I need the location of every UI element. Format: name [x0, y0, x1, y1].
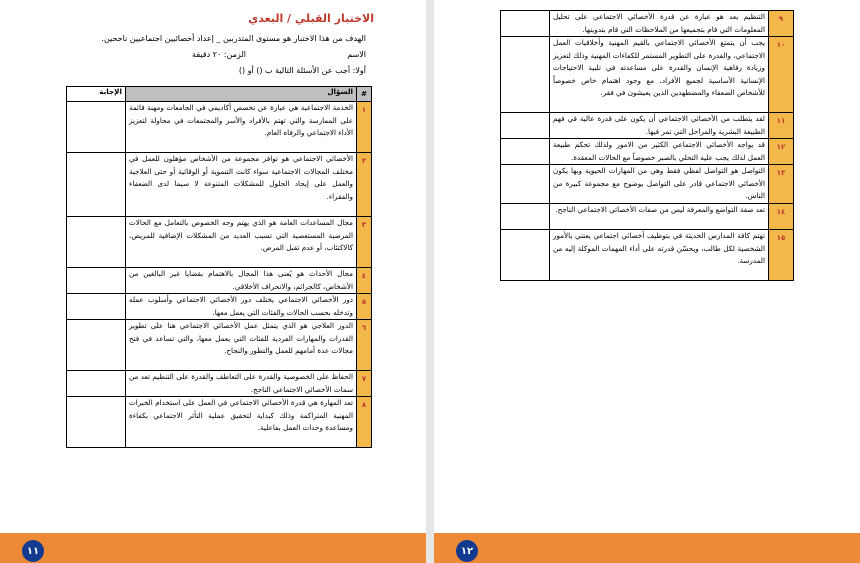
answer-cell[interactable] — [501, 37, 550, 113]
question-text: الخدمة الاجتماعية هي عبارة عن تخصص أكاديمي في الجامعات ومهنة قائمة على الممارسة والتي تهتم بالأفراد والأسر والمجتمعات في محاولة لتعزيز الأداء الاجتماعي والرفاه العام. — [126, 102, 357, 153]
table-row — [67, 397, 372, 448]
question-number: ١٤ — [769, 204, 794, 230]
table-row — [501, 139, 794, 165]
questions-table — [500, 10, 794, 281]
table-row — [67, 294, 372, 320]
table-row — [501, 11, 794, 37]
question-number: ١٣ — [769, 165, 794, 204]
answer-cell[interactable] — [67, 294, 126, 320]
question-number: ٦ — [357, 320, 372, 371]
answer-cell[interactable] — [501, 113, 550, 139]
question-number: ١٥ — [769, 230, 794, 281]
question-number: ٨ — [357, 397, 372, 448]
table-row — [67, 217, 372, 268]
question-text: الأخصائي الاجتماعي هو توافر مجموعة من الأشخاص مؤهلون للعمل في مختلف المجالات الاجتماعية سواء كانت التنموية أو الوقائية أو حتى العلاجية والعمل على إيجاد الحلول للمشكلات المتنوعة لا سيما لدى الضعفاء والفقراء. — [126, 153, 357, 217]
answer-cell[interactable] — [67, 153, 126, 217]
table-row — [67, 102, 372, 153]
table-row — [501, 204, 794, 230]
instruction: أولا: أجب عن الأسئلة التالية ب () أو () — [238, 66, 366, 75]
page-gutter — [426, 0, 434, 563]
question-number: ١ — [357, 102, 372, 153]
time-label: الزمن: ٢٠ دقيقة — [192, 50, 246, 59]
question-text: مجال المساعدات العامة هو الذي يهتم وجه الخصوص بالتعامل مع الحالات المرضية المستعصية التي تسبب العديد من المشكلات الإضافية للمريض، كالاكتئاب، أو عدم تقبل المرض. — [126, 217, 357, 268]
page-number-badge: ١٢ — [456, 540, 478, 562]
question-text: مجال الأحداث هو يُعنى هذا المجال بالاهتمام بقضايا غير البالغين من الأشخاص، كالجرائم، والانحراف الأخلاقي. — [126, 268, 357, 294]
table-row — [67, 153, 372, 217]
answer-cell[interactable] — [501, 204, 550, 230]
answer-cell[interactable] — [67, 320, 126, 371]
question-number: ٧ — [357, 371, 372, 397]
header-num: # — [357, 87, 372, 102]
table-row — [501, 165, 794, 204]
question-text: دور الأخصائي الاجتماعي يختلف دور الأخصائي الاجتماعي وأسلوب عمله وتدخله بحسب الحالات والفئات التي يعمل معها. — [126, 294, 357, 320]
page-left — [0, 0, 426, 563]
table-row — [67, 371, 372, 397]
question-text: تهتم كافة المدارس الحديثة في بتوظيف أخصائي اجتماعي يعتني بالأمور الشخصية لكل طالب، ويحسّن قدرته على أداء المهمات الموكلة إليه من المدرسة. — [550, 230, 769, 281]
question-number: ٩ — [769, 11, 794, 37]
question-number: ٣ — [357, 217, 372, 268]
table-row — [67, 320, 372, 371]
question-number: ٥ — [357, 294, 372, 320]
goal-line: الهدف من هذا الاختبار هو مستوى المتدربين _ إعداد أخصائيين اجتماعيين ناجحين. — [101, 34, 366, 43]
question-text: الدور العلاجي هو الذي يتمثل عمل الأخصائي الاجتماعي هنا على تطوير القدرات والمهارات الفردية للفئات التي يعمل معها، والتي تساعد في فتح مجالات عدة أمامهم للعمل والتطور والنجاح. — [126, 320, 357, 371]
table-row — [501, 113, 794, 139]
name-label: الاسم — [347, 50, 366, 59]
header-question: السؤال — [126, 87, 357, 102]
table-row — [501, 37, 794, 113]
answer-cell[interactable] — [501, 11, 550, 37]
answer-cell[interactable] — [501, 139, 550, 165]
table-row — [501, 230, 794, 281]
question-text: الحفاظ على الخصوصية والقدرة على التعاطف والقدرة على التنظيم تعد من سمات الأخصائي الاجتماعي الناجح. — [126, 371, 357, 397]
question-number: ٢ — [357, 153, 372, 217]
question-text: تعد المهارة هي قدرة الأخصائي الاجتماعي في العمل على استخدام الخبرات المهنية المتراكمة وذلك كبداية لتحقيق عملية التأثر الاجتماعي بكفاءة ومساعدة وحدات العمل بفاعلية. — [126, 397, 357, 448]
question-text: التواصل هو التواصل لفظي فقط وهي من المهارات الحيوية وبها يكون الأخصائي الاجتماعي قادر على التواصل بوضوح مع مجموعة كبيرة من الناس. — [550, 165, 769, 204]
answer-cell[interactable] — [67, 268, 126, 294]
answer-cell[interactable] — [501, 165, 550, 204]
page-number-badge: ١١ — [22, 540, 44, 562]
question-number: ١٢ — [769, 139, 794, 165]
page-footer — [0, 533, 426, 563]
answer-cell[interactable] — [67, 217, 126, 268]
page-footer — [434, 533, 860, 563]
answer-cell[interactable] — [67, 102, 126, 153]
question-text: تعد صفة التواضع والمعرفة ليس من صفات الأخصائي الاجتماعي الناجح. — [550, 204, 769, 230]
answer-cell[interactable] — [67, 371, 126, 397]
question-number: ١١ — [769, 113, 794, 139]
question-number: ٤ — [357, 268, 372, 294]
answer-cell[interactable] — [67, 397, 126, 448]
table-header-row — [67, 87, 372, 102]
question-text: قد يواجه الأخصائي الاجتماعي الكثير من الامور ولذلك تحكم طبيعة العمل لذلك يجب عليه التحلي بالصبر خصوصاً مع الحالات المعقدة. — [550, 139, 769, 165]
question-text: لقد يتطلب من الأخصائي الاجتماعي أن يكون على قدرة عالية في فهم الطبيعة البشرية والمراحل التي تمر فيها. — [550, 113, 769, 139]
question-text: التنظيم يعد هو عبارة عن قدرة الأخصائي الاجتماعي على تحليل المعلومات التي قام بتجميعها من الملاحظات التي قام بتدوينها. — [550, 11, 769, 37]
questions-table — [66, 86, 372, 448]
page-right — [434, 0, 860, 563]
question-text: يجب أن يتمتع الأخصائي الاجتماعي بالقيم المهنية وأخلاقيات العمل الاجتماعي، والقدرة على التطوير المستمر للكفاءات المهنية وذلك لتعزيز وزيادة رفاهية الإنسان والقدرة على مساعدته في تلبية الاحتياجات الإنسانية الأساسية لجميع الأفراد، مع وجود اهتمام خاص خصوصاً للأشخاص الضعفاء والمضطهدين الذين يعيشون في فقر. — [550, 37, 769, 113]
table-row — [67, 268, 372, 294]
test-title: الاختبار القبلي / البعدي — [248, 12, 374, 25]
answer-cell[interactable] — [501, 230, 550, 281]
header-answer: الإجابة — [67, 87, 126, 102]
question-number: ١٠ — [769, 37, 794, 113]
